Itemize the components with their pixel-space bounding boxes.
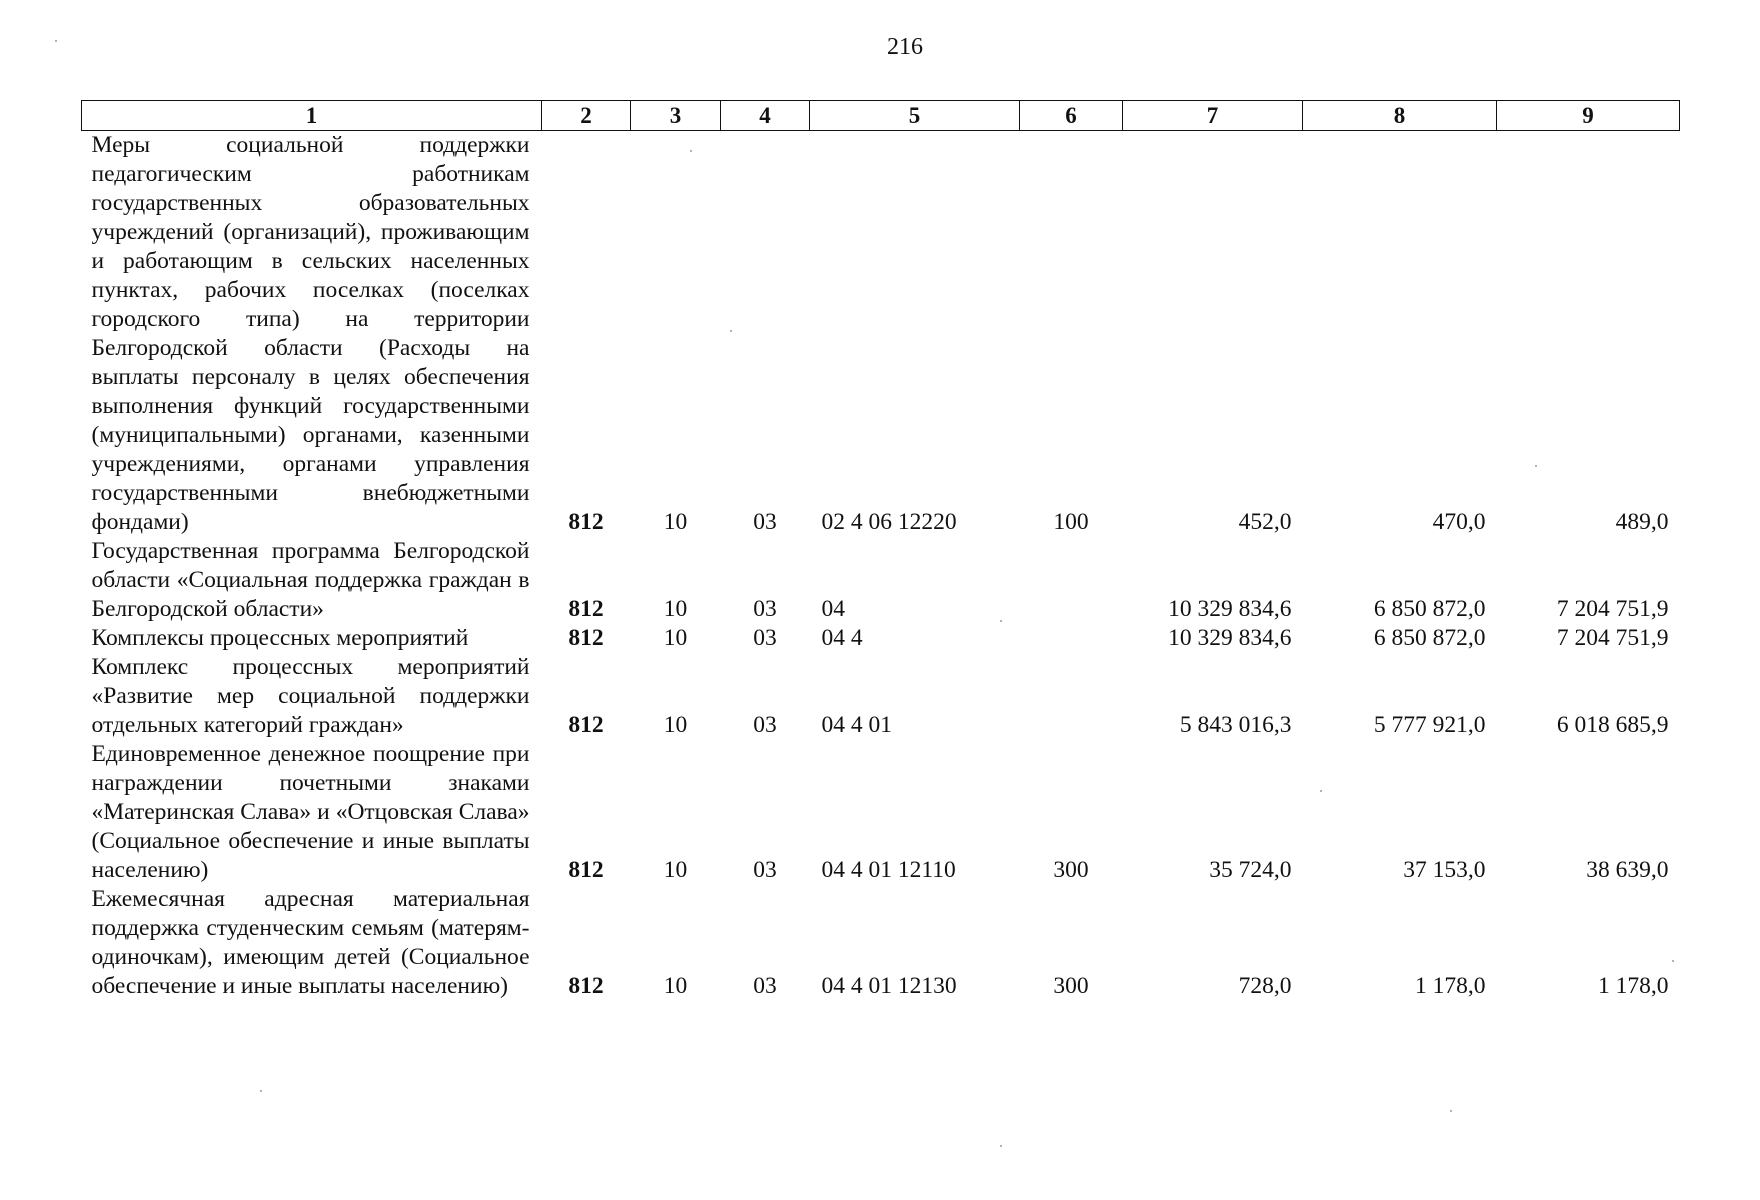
- row-section: 10: [663, 712, 688, 738]
- row-amount-3: 38 639,0: [1586, 857, 1669, 883]
- scan-speck: [1000, 1145, 1002, 1147]
- column-header: 4: [721, 101, 810, 131]
- row-name: Единовременное денежное поощрение при награждении почетными знаками «Материнская Слава» и «Отцовская Слава» (Социальное обеспечение и иные выплаты населению): [91, 741, 530, 883]
- row-expense-type: [1020, 624, 1123, 653]
- budget-table: [81, 100, 1680, 1001]
- row-code: 812: [568, 596, 604, 622]
- row-target: 02 4 06 12220: [821, 509, 957, 535]
- row-section: 10: [663, 857, 688, 883]
- row-expense-type: 300: [1053, 857, 1089, 883]
- column-header: 3: [631, 101, 721, 131]
- column-header: 8: [1303, 101, 1497, 131]
- row-code: 812: [568, 625, 604, 651]
- row-section: 10: [663, 596, 688, 622]
- row-name: Комплекс процессных мероприятий «Развитие мер социальной поддержки отдельных категорий граждан»: [91, 654, 530, 738]
- row-target: 04 4 01: [821, 712, 892, 738]
- scan-speck: [55, 40, 57, 42]
- row-amount-3: 1 178,0: [1598, 973, 1669, 999]
- row-amount-2: 5 777 921,0: [1373, 712, 1486, 738]
- row-amount-3: 489,0: [1615, 509, 1669, 535]
- table-body: [82, 131, 1680, 1002]
- table-row: [82, 653, 1680, 740]
- column-header: 7: [1123, 101, 1303, 131]
- column-number-row: [82, 101, 1680, 131]
- row-name: Меры социальной поддержки педагогическим работникам государственных образовательных учреждений (организаций), проживающим и работающим в сельских населенных пунктах, рабочих поселках (поселках городского типа) на территории Белгородской области (Расходы на выплаты персоналу в целях обеспечения выполнения функций государственными (муниципальными) органами, казенными учреждениями, органами управления государственными внебюджетными фондами): [91, 132, 530, 535]
- row-code: 812: [568, 857, 604, 883]
- scan-speck: [260, 1090, 262, 1092]
- row-amount-1: 10 329 834,6: [1168, 596, 1292, 622]
- row-amount-2: 37 153,0: [1403, 857, 1486, 883]
- row-target: 04 4: [821, 625, 863, 651]
- row-amount-1: 5 843 016,3: [1179, 712, 1292, 738]
- table-row: [82, 740, 1680, 885]
- scan-speck: [1320, 790, 1322, 792]
- row-section: 10: [663, 625, 688, 651]
- row-amount-1: 35 724,0: [1209, 857, 1292, 883]
- scan-speck: [1535, 465, 1537, 467]
- row-target: 04: [821, 596, 845, 622]
- row-code: 812: [568, 973, 604, 999]
- column-header: 5: [810, 101, 1020, 131]
- table-row: [82, 131, 1680, 538]
- row-subsection: 03: [753, 857, 777, 883]
- row-subsection: 03: [753, 509, 777, 535]
- row-code: 812: [568, 712, 604, 738]
- column-header: 6: [1020, 101, 1123, 131]
- row-code: 812: [568, 509, 604, 535]
- column-header: 2: [542, 101, 631, 131]
- row-amount-3: 7 204 751,9: [1556, 625, 1669, 651]
- row-section: 10: [663, 973, 688, 999]
- row-amount-2: 470,0: [1432, 509, 1486, 535]
- row-amount-3: 6 018 685,9: [1556, 712, 1669, 738]
- row-expense-type: 100: [1053, 509, 1089, 535]
- table-row: [82, 885, 1680, 1001]
- row-subsection: 03: [753, 973, 777, 999]
- scan-speck: [1672, 960, 1674, 962]
- row-amount-1: 728,0: [1238, 973, 1292, 999]
- row-section: 10: [663, 509, 688, 535]
- table-row: [82, 537, 1680, 624]
- row-subsection: 03: [753, 625, 777, 651]
- row-amount-1: 10 329 834,6: [1168, 625, 1292, 651]
- scan-speck: [730, 330, 732, 332]
- scan-speck: [1450, 1110, 1452, 1112]
- row-amount-2: 6 850 872,0: [1373, 625, 1486, 651]
- row-expense-type: [1020, 653, 1123, 740]
- row-target: 04 4 01 12110: [821, 857, 956, 883]
- row-name: Комплексы процессных мероприятий: [91, 625, 469, 651]
- row-target: 04 4 01 12130: [821, 973, 957, 999]
- column-header: 1: [82, 101, 542, 131]
- row-name: Ежемесячная адресная материальная поддержка студенческим семьям (матерям-одиночкам), имеющим детей (Социальное обеспечение и иные выплаты населению): [91, 886, 530, 999]
- column-header: 9: [1497, 101, 1680, 131]
- row-subsection: 03: [753, 712, 777, 738]
- row-amount-2: 1 178,0: [1415, 973, 1486, 999]
- scan-speck: [1000, 620, 1002, 622]
- table-header: [82, 101, 1680, 131]
- row-expense-type: 300: [1053, 973, 1089, 999]
- row-amount-2: 6 850 872,0: [1373, 596, 1486, 622]
- row-subsection: 03: [753, 596, 777, 622]
- page-number: 216: [887, 34, 923, 60]
- scan-speck: [690, 150, 692, 152]
- row-amount-3: 7 204 751,9: [1556, 596, 1669, 622]
- row-expense-type: [1020, 537, 1123, 624]
- row-name: Государственная программа Белгородской области «Социальная поддержка граждан в Белгородской области»: [91, 538, 530, 622]
- row-amount-1: 452,0: [1238, 509, 1292, 535]
- table-row: [82, 624, 1680, 653]
